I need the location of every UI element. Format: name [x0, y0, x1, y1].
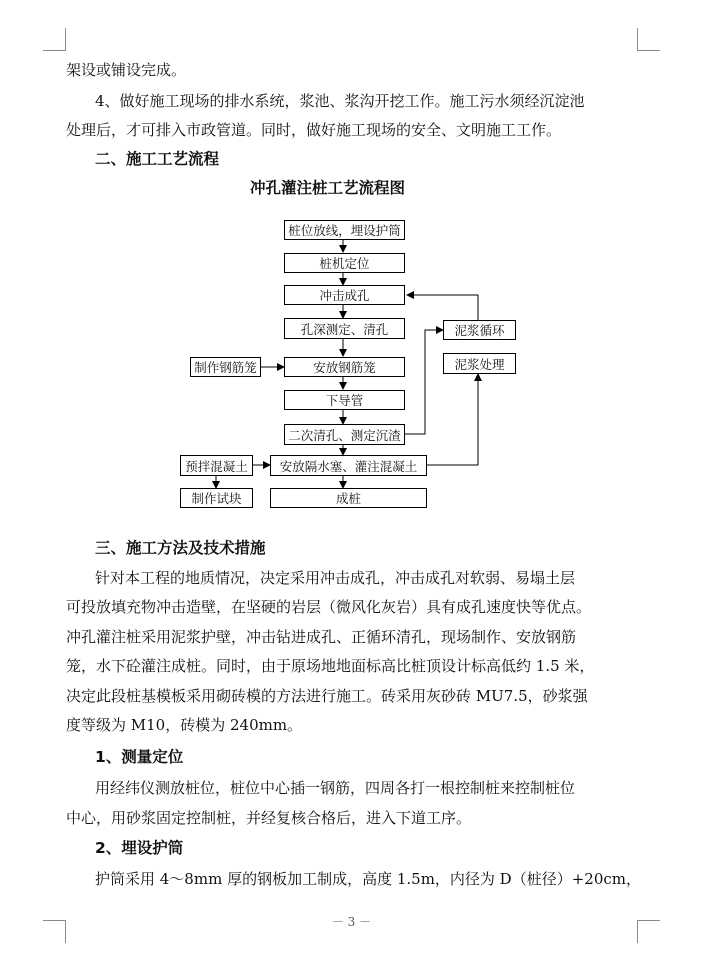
page-number: － 3 －: [331, 915, 372, 929]
flow-side-slurry-treatment: 泥浆处理: [443, 353, 516, 374]
paragraph-line: 决定此段桩基模板采用砌砖模的方法进行施工。砖采用灰砂砖 MU7.5，砂浆强: [66, 687, 588, 705]
flowchart-title: 冲孔灌注桩工艺流程图: [250, 179, 406, 197]
flow-side-premix-concrete: 预拌混凝土: [180, 455, 253, 476]
paragraph-line: 冲孔灌注桩采用泥浆护壁，冲击钻进成孔、正循环清孔，现场制作、安放钢筋: [66, 628, 577, 646]
corner-mark-top-left: [43, 28, 66, 51]
flow-side-make-test-block: 制作试块: [180, 488, 253, 508]
flow-step-rig-positioning: 桩机定位: [284, 253, 405, 273]
corner-mark-top-right: [637, 28, 660, 51]
flow-step-pile-complete: 成桩: [270, 488, 427, 508]
paragraph-line: 度等级为 M10，砖模为 240mm。: [66, 716, 303, 734]
paragraph-line: 中心，用砂浆固定控制桩，并经复核合格后，进入下道工序。: [66, 809, 472, 827]
flow-step-pour-concrete: 安放隔水塞、灌注混凝土: [270, 455, 427, 476]
paragraph-line: 用经纬仪测放桩位，桩位中心插一钢筋，四周各打一根控制桩来控制桩位: [95, 779, 576, 797]
section-heading: 三、施工方法及技术措施: [95, 539, 266, 557]
flow-step-install-cage: 安放钢筋笼: [284, 357, 405, 377]
flow-side-slurry-circulation: 泥浆循环: [443, 320, 516, 340]
paragraph-line: 护筒采用 4～8mm 厚的钢板加工制成，高度 1.5m，内径为 D（桩径）+20cm，: [95, 870, 641, 888]
flow-step-second-cleaning: 二次清孔、测定沉渣: [284, 424, 405, 445]
flow-side-make-cage: 制作钢筋笼: [190, 357, 261, 377]
paragraph-line: 处理后，才可排入市政管道。同时，做好施工现场的安全、文明施工工作。: [66, 121, 562, 139]
paragraph-line: 笼，水下砼灌注成桩。同时，由于原场地地面标高比桩顶设计标高低约 1.5 米，: [66, 657, 595, 675]
subsection-heading: 1、测量定位: [95, 748, 184, 766]
paragraph-line: 4、做好施工现场的排水系统，浆池、浆沟开挖工作。施工污水须经沉淀池: [95, 92, 585, 110]
paragraph-line: 架设或铺设完成。: [66, 61, 187, 79]
subsection-heading: 2、埋设护筒: [95, 839, 184, 857]
paragraph-line: 针对本工程的地质情况，决定采用冲击成孔，冲击成孔对软弱、易塌土层: [95, 569, 576, 587]
flow-step-percussion-drilling: 冲击成孔: [284, 285, 405, 305]
flow-step-lower-tremie: 下导管: [284, 390, 405, 410]
flow-step-pile-layout: 桩位放线，埋设护筒: [284, 220, 405, 240]
paragraph-line: 可投放填充物冲击造壁，在坚硬的岩层（微风化灰岩）具有成孔速度快等优点。: [66, 598, 592, 616]
flow-step-depth-check-cleaning: 孔深测定、清孔: [284, 318, 405, 339]
section-heading: 二、施工工艺流程: [95, 150, 220, 168]
